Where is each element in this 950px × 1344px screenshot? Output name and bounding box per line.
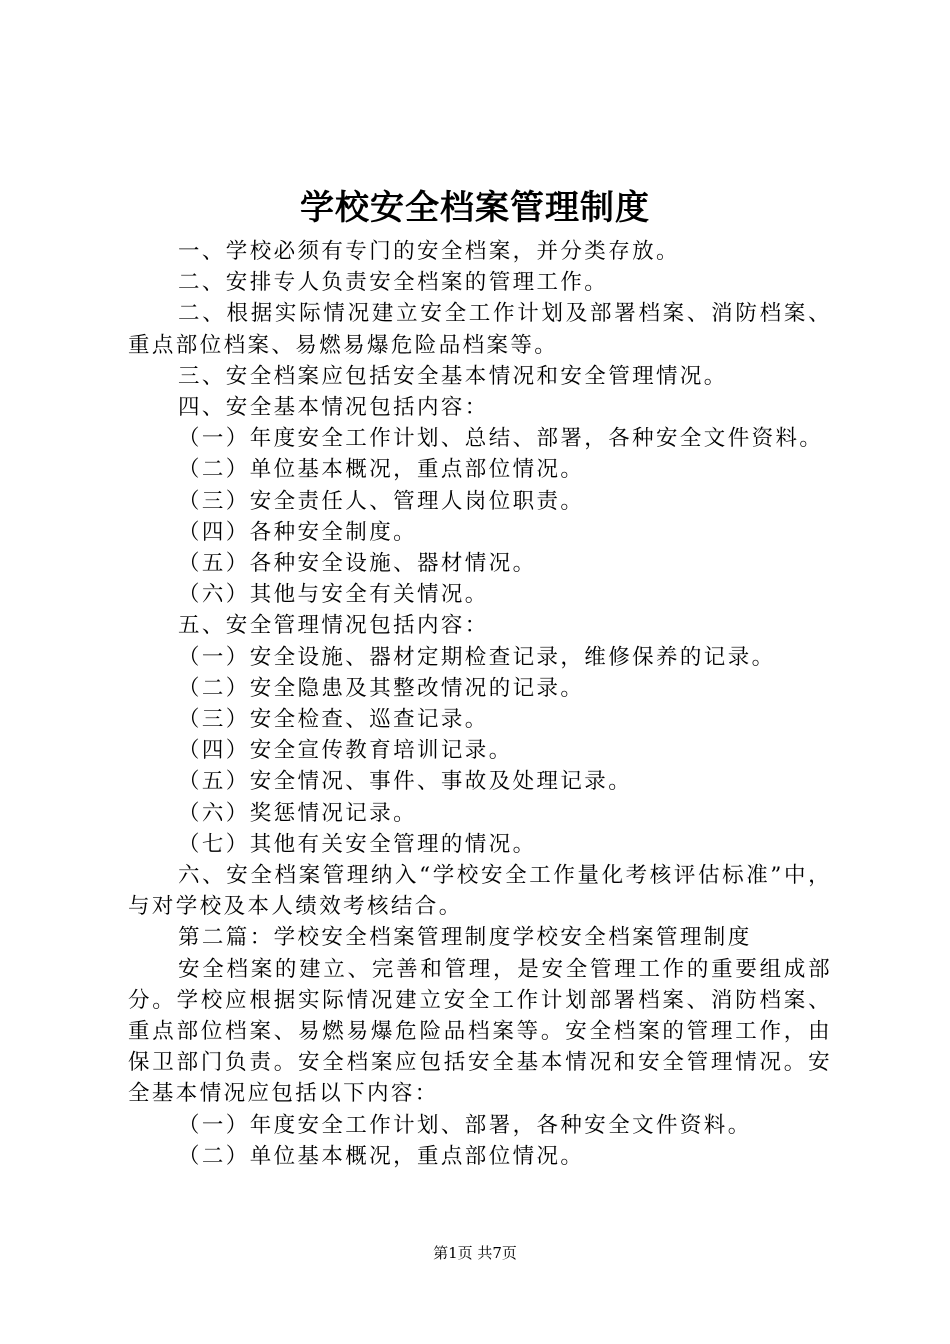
paragraph: （六）奖惩情况记录。 xyxy=(178,800,418,826)
paragraph: （三）安全检查、巡查记录。 xyxy=(178,707,489,733)
paragraph: 二、安排专人负责安全档案的管理工作。 xyxy=(178,270,609,296)
document-title: 学校安全档案管理制度 xyxy=(300,188,650,228)
paragraph: （五）各种安全设施、器材情况。 xyxy=(178,551,537,577)
paragraph: 四、安全基本情况包括内容： xyxy=(178,395,489,421)
section-heading: 第二篇：学校安全档案管理制度学校安全档案管理制度 xyxy=(178,925,752,951)
paragraph: 一、学校必须有专门的安全档案，并分类存放。 xyxy=(178,239,680,264)
paragraph: （二）安全隐患及其整改情况的记录。 xyxy=(178,675,585,701)
paragraph: 三、安全档案应包括安全基本情况和安全管理情况。 xyxy=(178,363,728,389)
paragraph: 六、安全档案管理纳入“学校安全工作量化考核评估标准”中，与对学校及本人绩效考核结合。 xyxy=(128,863,832,920)
page-indicator: 第1页 共7页 xyxy=(433,1244,517,1262)
paragraph: 安全档案的建立、完善和管理，是安全管理工作的重要组成部分。学校应根据实际情况建立安全工作计划部署档案、消防档案、重点部位档案、易燃易爆危险品档案等。安全档案的管理工作，由保卫部门负责。安全档案应包括安全基本情况和安全管理情况。安全基本情况应包括以下内容： xyxy=(128,956,832,1107)
paragraph: （四）各种安全制度。 xyxy=(178,519,418,545)
paragraph: （一）年度安全工作计划、部署，各种安全文件资料。 xyxy=(178,1112,752,1138)
paragraph: （三）安全责任人、管理人岗位职责。 xyxy=(178,488,585,514)
paragraph: 二、根据实际情况建立安全工作计划及部署档案、消防档案、重点部位档案、易燃易爆危险品档案等。 xyxy=(128,301,832,358)
document-body xyxy=(128,236,832,1172)
paragraph: （一）年度安全工作计划、总结、部署，各种安全文件资料。 xyxy=(178,426,824,452)
paragraph: 五、安全管理情况包括内容： xyxy=(178,613,489,639)
paragraph: （二）单位基本概况，重点部位情况。 xyxy=(178,1143,585,1169)
paragraph: （六）其他与安全有关情况。 xyxy=(178,582,489,608)
paragraph: （五）安全情况、事件、事故及处理记录。 xyxy=(178,769,633,795)
paragraph: （一）安全设施、器材定期检查记录，维修保养的记录。 xyxy=(178,644,776,670)
paragraph: （四）安全宣传教育培训记录。 xyxy=(178,738,513,764)
paragraph: （七）其他有关安全管理的情况。 xyxy=(178,831,537,857)
paragraph: （二）单位基本概况，重点部位情况。 xyxy=(178,457,585,483)
